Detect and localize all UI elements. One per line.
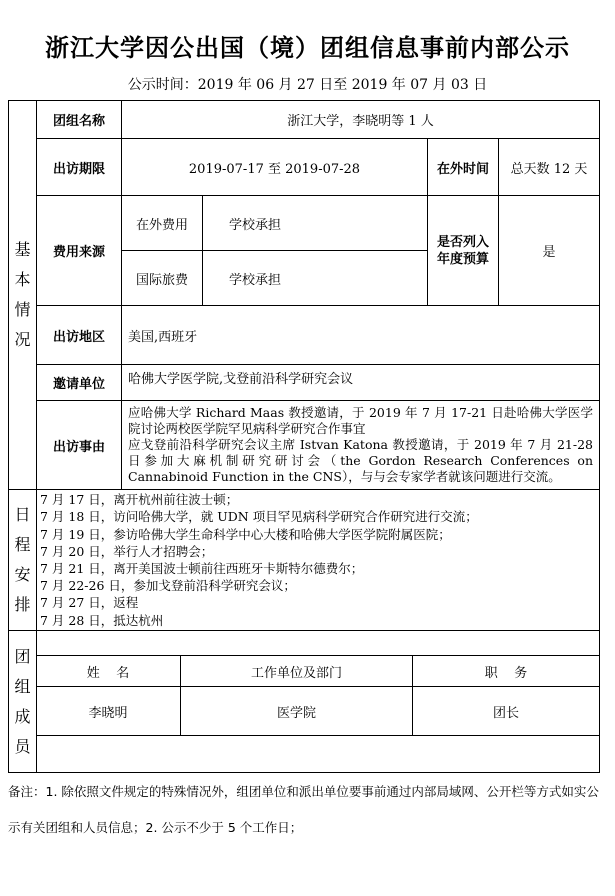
info-table <box>8 100 600 773</box>
members-header-position: 职 务 <box>412 655 600 687</box>
footnote-line-1: 备注：1. 除依照文件规定的特殊情况外，组团单位和派出单位要事前通过内部局域网、公开栏等方式如实公 <box>8 784 599 799</box>
publication-date: 公示时间：2019 年 06 月 27 日至 2019 年 07 月 03 日 <box>127 77 488 93</box>
reason-paragraph-2: 应戈登前沿科学研究会议主席 Istvan Katona 教授邀请，于 2019 年 7 月 21-28 日参加大麻机制研究研讨会（the Gordon Research Conferences on Cannabinoid Function in the CNS），与与会专家学者就该问题进行交流。 <box>128 437 593 484</box>
intl-travel-value: 学校承担 <box>202 250 428 306</box>
abroad-cost-value: 学校承担 <box>202 195 428 251</box>
budget-label: 是否列入 年度预算 <box>427 195 499 306</box>
members-header-name: 姓 名 <box>36 655 181 687</box>
region-label: 出访地区 <box>36 305 122 365</box>
group-name-value: 浙江大学，李晓明等 1 人 <box>121 100 600 139</box>
region-value: 美国,西班牙 <box>121 305 600 365</box>
section-label-basic: 基 本 情 况 <box>8 100 37 490</box>
list-item: 7 月 21 日，离开美国波士顿前往西班牙卡斯特尔德费尔； <box>40 561 364 576</box>
list-item: 7 月 19 日，参访哈佛大学生命科学中心大楼和哈佛大学医学院附属医院； <box>40 526 451 542</box>
list-item: 7 月 20 日，举行人才招聘会； <box>40 543 214 559</box>
list-item: 7 月 18 日，访问哈佛大学，就 UDN 项目罕见病科学研究合作研究进行交流； <box>40 509 478 525</box>
intl-travel-label: 国际旅费 <box>121 250 203 306</box>
section-label-members: 团 组 成 员 <box>8 630 37 773</box>
member-unit: 医学院 <box>180 686 413 736</box>
list-item: 7 月 17 日，离开杭州前往波士顿； <box>40 492 239 508</box>
page-title: 浙江大学因公出国（境）团组信息事前内部公示 <box>45 34 570 62</box>
list-item: 7 月 28 日，抵达杭州 <box>40 612 164 628</box>
schedule-list <box>8 489 600 631</box>
funding-label: 费用来源 <box>36 195 122 306</box>
footnote-line-2: 示有关团组和人员信息；2. 公示不少于 5 个工作日； <box>8 820 303 835</box>
list-item: 7 月 22-26 日，参加戈登前沿科学研究会议； <box>40 578 296 594</box>
abroad-time-label: 在外时间 <box>427 138 499 196</box>
budget-value: 是 <box>498 195 600 306</box>
reason-label: 出访事由 <box>36 400 122 490</box>
members-header-unit: 工作单位及部门 <box>180 655 413 687</box>
reason-paragraph-1: 应哈佛大学 Richard Maas 教授邀请，于 2019 年 7 月 17-21 日赴哈佛大学医学院讨论两校医学院罕见病科学研究合作事宜 <box>128 405 593 436</box>
abroad-cost-label: 在外费用 <box>121 195 203 251</box>
list-item: 7 月 27 日，返程 <box>40 595 139 611</box>
period-label: 出访期限 <box>36 138 122 196</box>
period-value: 2019-07-17 至 2019-07-28 <box>121 138 428 196</box>
section-label-schedule: 日 程 安 排 <box>8 489 37 631</box>
member-position: 团长 <box>412 686 600 736</box>
inviter-value: 哈佛大学医学院,戈登前沿科学研究会议 <box>121 364 600 401</box>
inviter-label: 邀请单位 <box>36 364 122 401</box>
abroad-time-value: 总天数 12 天 <box>498 138 600 196</box>
group-name-label: 团组名称 <box>36 100 122 139</box>
reason-value <box>121 400 600 490</box>
member-name: 李晓明 <box>36 686 181 736</box>
